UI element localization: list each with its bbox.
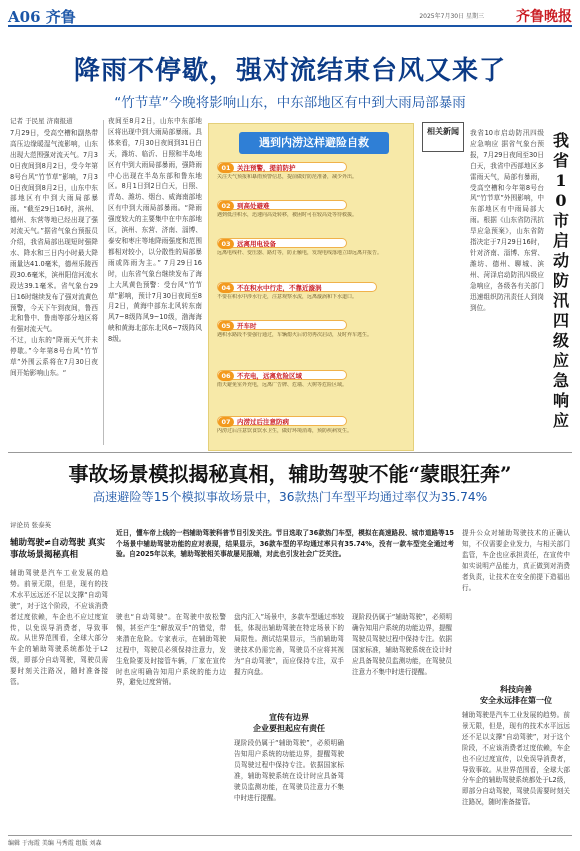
story1-column-1: 7月29日，受高空槽和副热带高压边缘暖湿气流影响，山东出现大范围强对流天气。7月30日夜间到8月2日，受今年第8号台风“竹节草”影响，7月30日夜间到8月2日，山东中东部地区有中到大雨局部暴雨。“截至29日16时，滨州、德州、东营等地已经出现了强对流天气。”据省气象台预报员介绍，我省局部出现短时强降水、降水和三日内小时最大降雨量达41.0毫米，德州乐陵西段30.6毫米，滨州阳信河流水段达39.1毫米。省气象台29日16时继续发布了强对流黄色预警，今天下午到夜间，鲁西北和鲁中、鲁南等部分地区将有强对流天气。 不过，山东的“降雨天气并未停歇。”今年第8号台风“竹节草”外围云系将在7月30日夜间开始影响山东。“ — [10, 129, 98, 377]
story1-column-3: 我省10市启动防汛四级应急响应 据省气象台预报，7月29日夜间至30日白天，我省中西部地区多雷雨天气，局部有暴雨，受高空槽和今年第8号台风“竹节草”外围影响，中东部地区有中雨局部大雨。根据《山东省防汛抗旱应急预案》，山东省防指决定于7月29日16时，针对济南、淄博、东营、潍坊、德州、聊城、滨州、菏泽启动防汛四级应急响应，各级各有关部门迅速组织防汛责任人到岗到位。 — [470, 129, 544, 312]
story2-headline: 事故场景模拟揭秘真相，辅助驾驶不能“蒙眼狂奔” — [68, 462, 512, 486]
story1-subheadline: “竹节草”今晚将影响山东，中东部地区有中到大雨局部暴雨 — [114, 95, 466, 111]
page-footer: 编辑 于海霞 美编 马秀霞 组版 刘森 — [8, 835, 572, 847]
related-news-label: 相关新闻 — [422, 122, 464, 152]
infographic-item: 02 到高处避难 遇到低洼积水，迅速向高处转移，被困时可在较高处等待救援。 — [217, 202, 358, 218]
newspaper-logo: 齐鲁晚报 — [516, 9, 572, 25]
sidebar-headline: 我省10市启动防汛四级应急响应 — [552, 131, 569, 430]
infographic — [208, 123, 414, 451]
story2-column-4: 现阶段仍属于“辅助驾驶”，必须明确告知用户系统的功能边界，提醒驾驶员驾驶过程中保持专注。依据国家标准，辅助驾驶系统在设计时应具备驾驶员监测功能，在驾驶员注意力不集中时进行提醒。 — [352, 613, 452, 676]
story2-subheadline: 高速避险等15个模拟事故场景中，36款热门车型平均通过率仅为35.74% — [92, 490, 488, 504]
story2-column-5: 提升公众对辅助驾驶技术的正确认知，不仅需要企业发力，与相关部门监管，车企也应承担责任，在宣传中如实说明产品能力，真正做到对消费者负责，让技术在安全前提下造福出行。 — [462, 529, 570, 592]
issue-date: 2025年7月30日 星期三 — [419, 13, 484, 20]
story1-byline: 记者 于民星 济南报道 — [10, 117, 73, 125]
section-label: A06 齐鲁 — [8, 8, 76, 26]
story2-column-2: 驶也“自动驾驶”。在驾驶中放松警惕，甚至产生“解放双手”的错觉，带来潜在危险。专家表示，在辅助驾驶过程中，驾驶员必须保持注意力，发生危险要及时接管车辆，厂家在宣传时也应明确告知用户系统的能力边界，避免过度营销。 — [116, 613, 226, 687]
masthead — [8, 5, 572, 27]
column-divider — [103, 120, 104, 445]
infographic-item: 07 内涝过后注意防病 内涝过后注意饮食饮水卫生，做好环境消毒，预防疾病发生。 — [217, 418, 353, 434]
infographic-title: 遇到内涝这样避险自救 — [239, 132, 389, 154]
infographic-item: 01 关注预警，提前防护 关注天气预报和暴雨预警信息，提前做好防范准备，减少外出。 — [217, 164, 358, 180]
commentary-box — [10, 520, 108, 561]
story2-column-3b: 现阶段仍属于“辅助驾驶”，必须明确告知用户系统的功能边界，提醒驾驶员驾驶过程中保持专注。依据国家标准，辅助驾驶系统在设计时应具备驾驶员监测功能，在驾驶员注意力不集中时进行提醒。 — [234, 739, 344, 802]
section-divider — [8, 452, 572, 453]
story1-headline: 降雨不停歇，强对流结束台风又来了 — [73, 56, 506, 86]
commentary-title: 辅助驾驶≠自动驾驶 真实事故场景揭秘真相 — [10, 538, 106, 560]
story1-column-2: 夜间至8月2日，山东中东部地区将出现中到大雨局部暴雨。具体来看，7月30日夜间到31日白天，潍坊、临沂、日照和半岛地区有中到大雨局部暴雨，强降雨中心出现在半岛东部和鲁东地区。8月1日到2日白天，日照、青岛、潍坊、烟台、威海南部地区有中到大雨局部暴雨。“降雨强度较大的主要集中在中东部地区，滨州、东营、济南、淄博、泰安和枣庄等地降雨强度和范围都相对较小，以分散性的局部暴雨或阵雨为主。” 7月29日16时，山东省气象台继续发布了海上大风黄色预警：受台风“竹节草”影响，预计7月30日夜间至8月2日，黄海中部东北风转东南风7~8级阵风9~10级，渤海海峡和黄海北部东北风6~7级阵风8级。 — [108, 117, 202, 344]
story2-column-1: 辅助驾驶是汽车工业发展的趋势。前景无限，但是，现有的技术水平远远还不足以支撑“自动驾驶”，对于这个阶段，不应该消费者过度依赖，车企也不应过度宣传，以免误导消费者，导致事故。从世界范围看，全球大部分车企的辅助驾驶系统都处于L2级，即部分自动驾驶，驾驶员需要时刻关注路况，随时准备接管。 — [10, 569, 108, 687]
infographic-item: 03 远离用电设备 远离电线杆、变压器、路灯等，防止触电，发现电线落地立即远离并报告。 — [217, 240, 383, 256]
subhead-mid: 宣传有边界 企业要担起应有责任 — [253, 713, 325, 733]
story2-lead: 近日，懂车帝上线的一档辅助驾驶科普节目引发关注。节目选取了36款热门车型，模拟在高速路段、城市道路等15个场景中辅助驾驶功能的应对表现，结果显示，36款车型的平均通过率只有35.74%，没有一款车型完全通过考验。自2025年以来，辅助驾驶相关事故屡见报端，对此也引发社会广泛关注。 — [116, 529, 454, 559]
subhead-right: 科技向善 安全永远排在第一位 — [480, 685, 552, 705]
infographic-item: 04 不在积水中行走，不靠近漩涡 不要在积水中涉水行走，注意观察水流，远离漩涡和下水道口。 — [217, 282, 407, 316]
infographic-item: 05 开车时 遇积水路段不要强行通过，车辆熄火后切勿再次启动，及时弃车逃生。 — [217, 322, 373, 338]
commentator-byline: 评论员 张泰英 — [10, 521, 52, 529]
infographic-item: 06 不充电，远离危险区域 雨天避免室外充电，远离广告牌、危墙、大树等危险区域。 — [217, 372, 348, 388]
story2-column-5b: 辅助驾驶是汽车工业发展的趋势。前景无限，但是，现有的技术水平远远还不足以支撑“自动驾驶”，对于这个阶段，不应该消费者过度依赖，车企也不应过度宣传，以免误导消费者，导致事故。从世界范围看，全球大部分车企的辅助驾驶系统都处于L2级，即部分自动驾驶，驾驶员需要时刻关注路况，随时准备接管。 — [462, 711, 570, 807]
story2-column-3: 盘内汇入”场景中，多款车型通过率较低，体现出辅助驾驶在特定场景下的局限性。测试结果显示，当前辅助驾驶技术仍需完善，驾驶员不应将其视为“自动驾驶”，而应保持专注，双手握方向盘。 — [234, 613, 344, 676]
